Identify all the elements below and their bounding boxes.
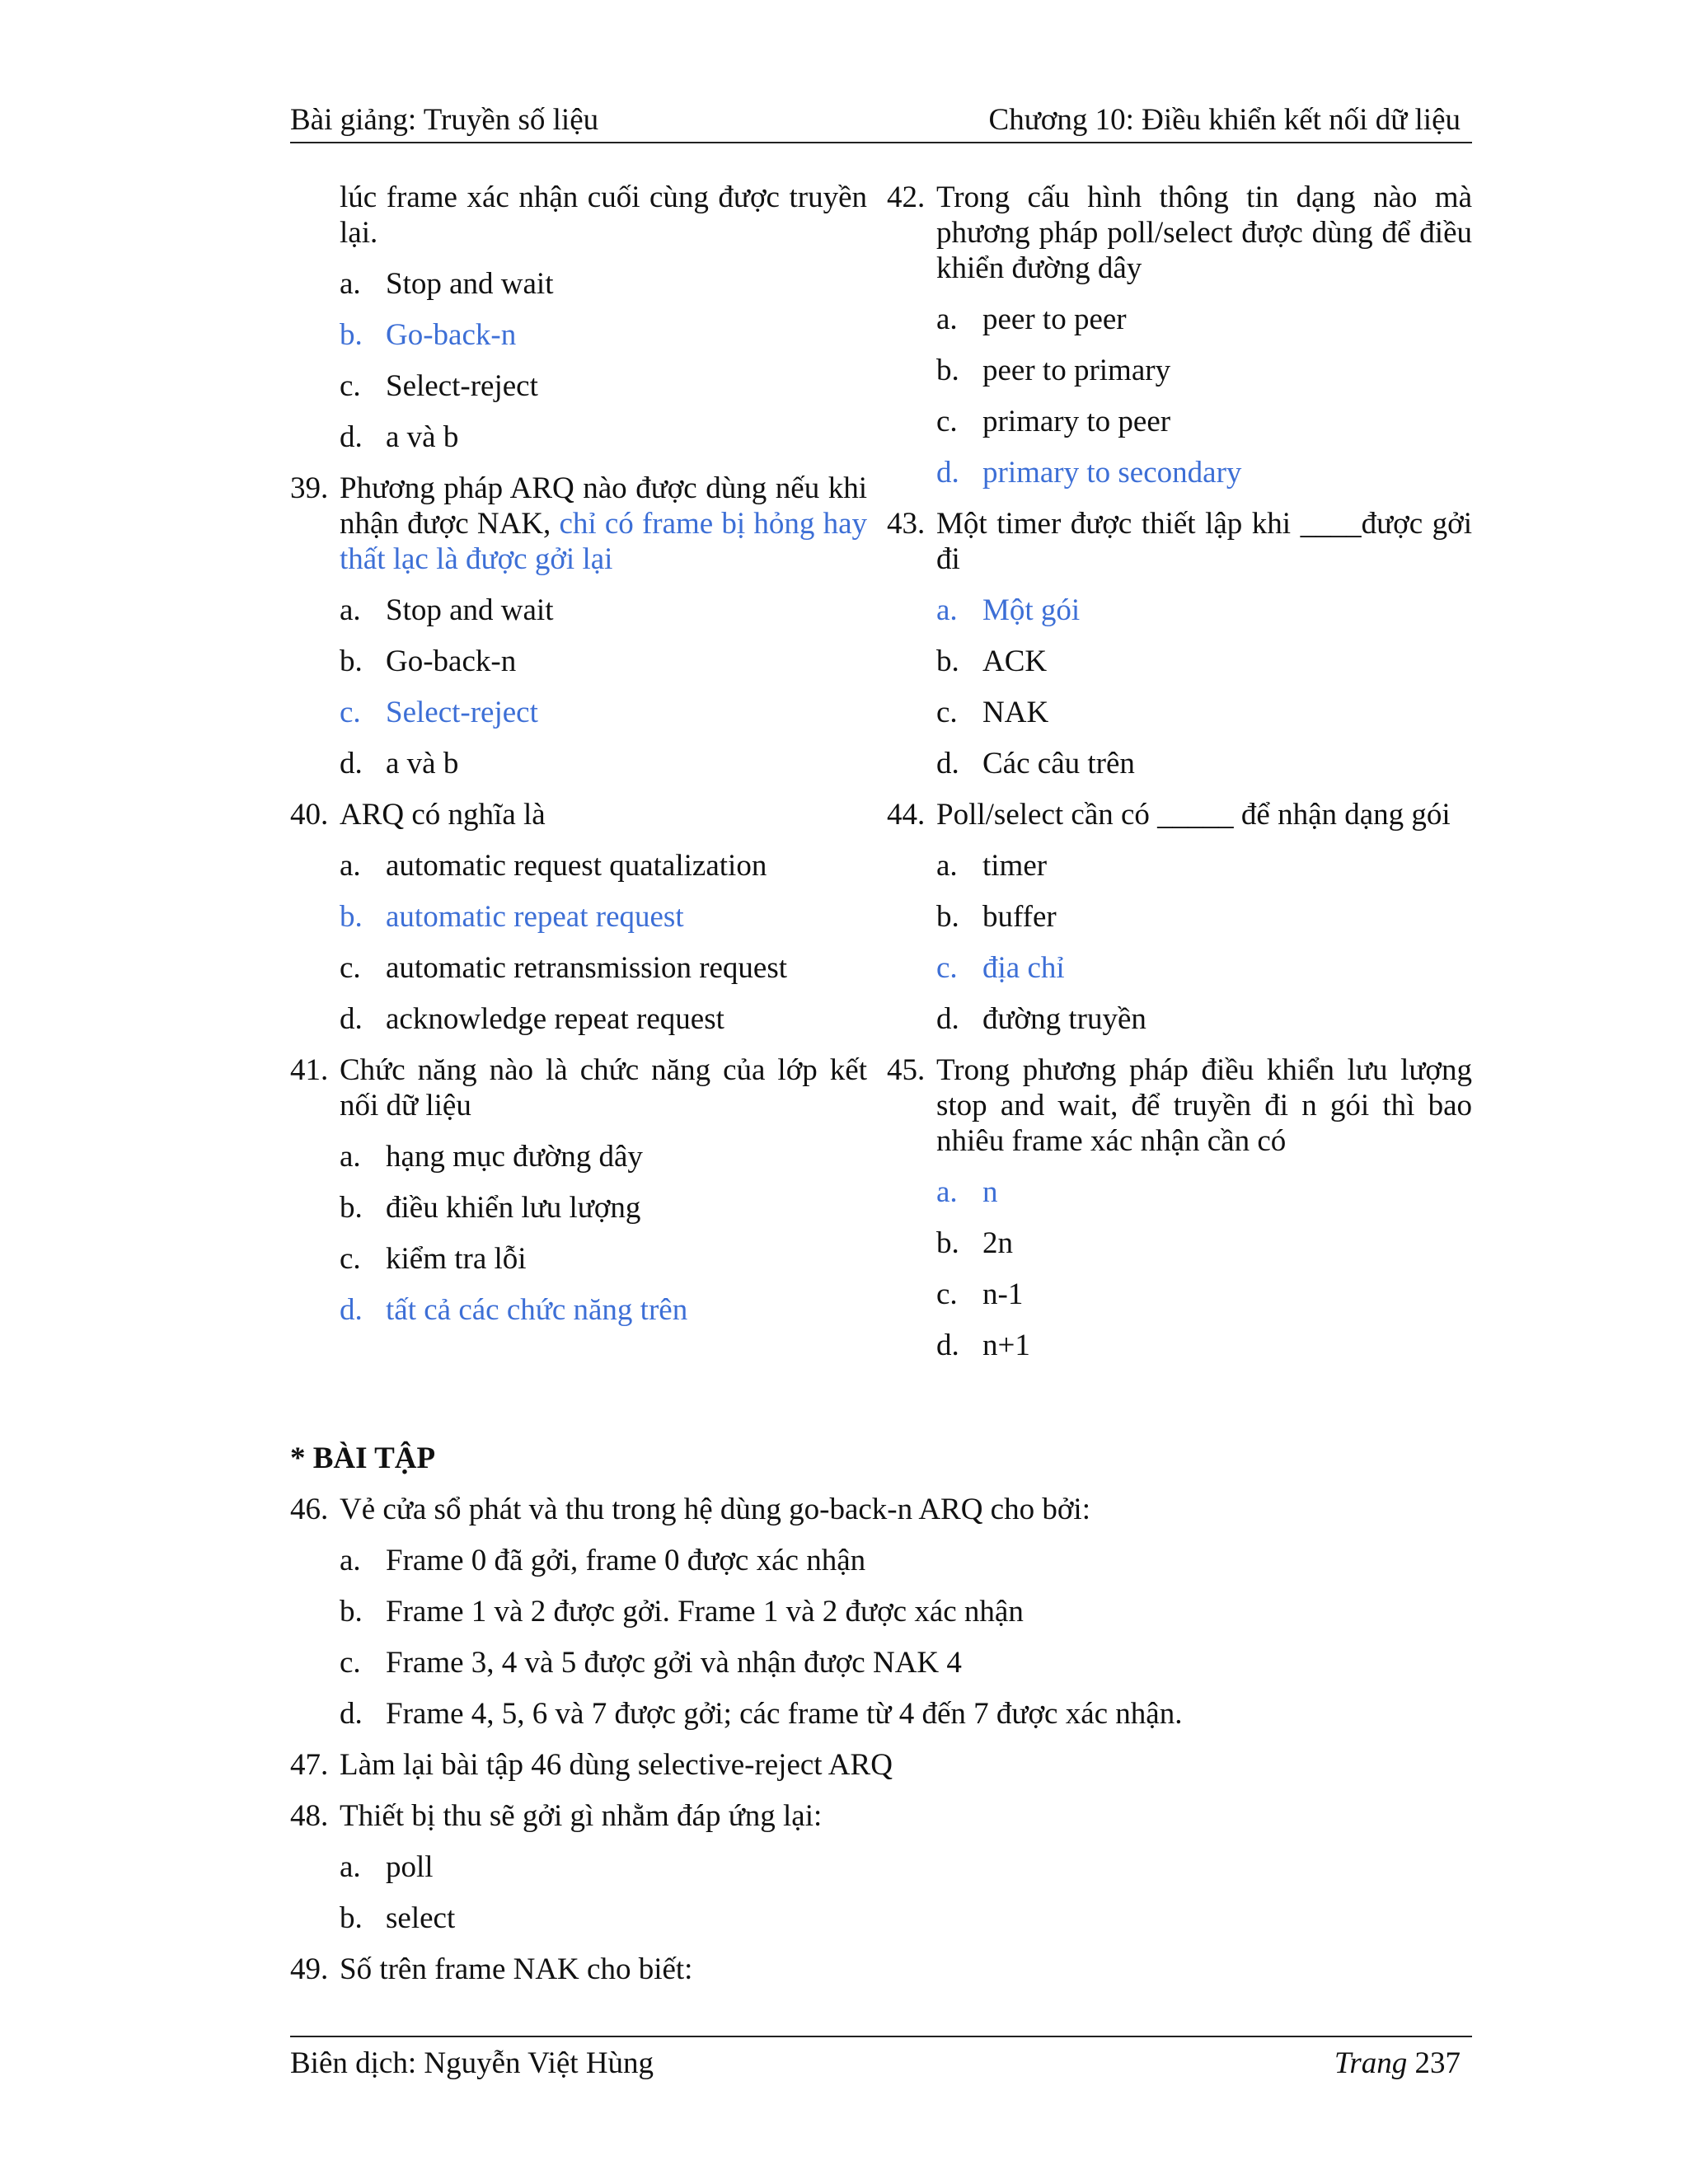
q44-option-a: a. timer	[936, 849, 1048, 883]
ex46-item-b: b. Frame 1 và 2 được gởi. Frame 1 và 2 được xác nhận	[340, 1595, 1024, 1629]
q39-highlight: chỉ có frame bị hỏng hay thất lạc là được gởi lại	[340, 507, 868, 576]
exercise-49: 49. Số trên frame NAK cho biết:	[290, 1952, 693, 1986]
q45-option-c: c. n-1	[936, 1277, 1024, 1311]
q39-option-b: b. Go-back-n	[340, 644, 517, 678]
q38-option-a: a. Stop and wait	[340, 267, 554, 301]
question-39: 39. Phương pháp ARQ nào được dùng nếu khi nhận được NAK, chỉ có frame bị hỏng hay thất lạc là được gởi lại	[290, 471, 868, 576]
q39-option-a: a. Stop and wait	[340, 593, 554, 627]
q44-option-b: b. buffer	[936, 900, 1057, 934]
footer-translator: Biên dịch: Nguyễn Việt Hùng	[290, 2046, 654, 2080]
question-45: 45. Trong phương pháp điều khiển lưu lượng stop and wait, để truyền đi n gói thì bao nhiêu frame xác nhận cần có	[887, 1053, 1472, 1158]
question-43: 43. Một timer được thiết lập khi ____được gởi đi	[887, 507, 1472, 576]
footer-page-number: Trang 237	[1334, 2046, 1461, 2080]
q38-option-d: d. a và b	[340, 420, 459, 454]
q45-option-a-answer: a. n	[936, 1175, 998, 1209]
q39-option-d: d. a và b	[340, 747, 459, 780]
q43-option-c: c. NAK	[936, 696, 1049, 729]
q43-option-a-answer: a. Một gói	[936, 593, 1081, 627]
ex48-item-a: a. poll	[340, 1850, 434, 1884]
q43-option-d: d. Các câu trên	[936, 747, 1135, 780]
question-44: 44. Poll/select cần có _____ để nhận dạng gói	[887, 798, 1451, 832]
q43-option-b: b. ACK	[936, 644, 1048, 678]
q38-option-b-answer: b. Go-back-n	[340, 318, 517, 352]
exercise-48: 48. Thiết bị thu sẽ gởi gì nhằm đáp ứng lại:	[290, 1799, 823, 1833]
question-40: 40. ARQ có nghĩa là	[290, 798, 546, 832]
header-course-title: Bài giảng: Truyền số liệu	[290, 103, 599, 137]
exercises-section	[290, 1492, 1472, 2003]
q42-option-b: b. peer to primary	[936, 354, 1171, 387]
question-38-continuation: lúc frame xác nhận cuối cùng được truyền lại.	[340, 180, 867, 250]
q42-option-c: c. primary to peer	[936, 405, 1171, 438]
page-footer	[290, 2036, 1472, 2080]
exercise-46: 46. Vẻ cửa sổ phát và thu trong hệ dùng go-back-n ARQ cho bởi:	[290, 1493, 1090, 1526]
q44-option-c-answer: c. địa chỉ	[936, 951, 1065, 985]
q38-option-c: c. Select-reject	[340, 369, 538, 403]
q40-option-a: a. automatic request quatalization	[340, 849, 767, 883]
q45-option-b: b. 2n	[936, 1226, 1013, 1260]
left-column	[290, 180, 867, 1343]
q40-option-d: d. acknowledge repeat request	[340, 1002, 724, 1036]
q41-option-d-answer: d. tất cả các chức năng trên	[340, 1293, 688, 1327]
q42-option-a: a. peer to peer	[936, 302, 1127, 336]
q40-option-b-answer: b. automatic repeat request	[340, 900, 684, 934]
question-42: 42. Trong cấu hình thông tin dạng nào mà phương pháp poll/select được dùng để điều khiển đường dây	[887, 180, 1472, 285]
q44-option-d: d. đường truyền	[936, 1002, 1146, 1036]
exercises-heading: * BÀI TẬP	[290, 1441, 436, 1475]
q41-option-b: b. điều khiển lưu lượng	[340, 1191, 641, 1225]
ex46-item-d: d. Frame 4, 5, 6 và 7 được gởi; các frame từ 4 đến 7 được xác nhận.	[340, 1697, 1183, 1731]
q41-option-a: a. hạng mục đường dây	[340, 1140, 643, 1174]
exercise-47: 47. Làm lại bài tập 46 dùng selective-reject ARQ	[290, 1748, 893, 1782]
ex46-item-a: a. Frame 0 đã gởi, frame 0 được xác nhận	[340, 1544, 866, 1577]
q41-option-c: c. kiểm tra lỗi	[340, 1242, 527, 1276]
q45-option-d: d. n+1	[936, 1329, 1030, 1362]
ex46-item-c: c. Frame 3, 4 và 5 được gởi và nhận được NAK 4	[340, 1646, 962, 1680]
header-chapter-title: Chương 10: Điều khiển kết nối dữ liệu	[988, 103, 1461, 137]
right-column	[887, 180, 1472, 1379]
q39-option-c-answer: c. Select-reject	[340, 696, 538, 729]
ex48-item-b: b. select	[340, 1901, 456, 1935]
question-41: 41. Chức năng nào là chức năng của lớp kết nối dữ liệu	[290, 1053, 867, 1122]
q40-option-c: c. automatic retransmission request	[340, 951, 788, 985]
page-header	[290, 102, 1472, 143]
q42-option-d-answer: d. primary to secondary	[936, 456, 1242, 490]
